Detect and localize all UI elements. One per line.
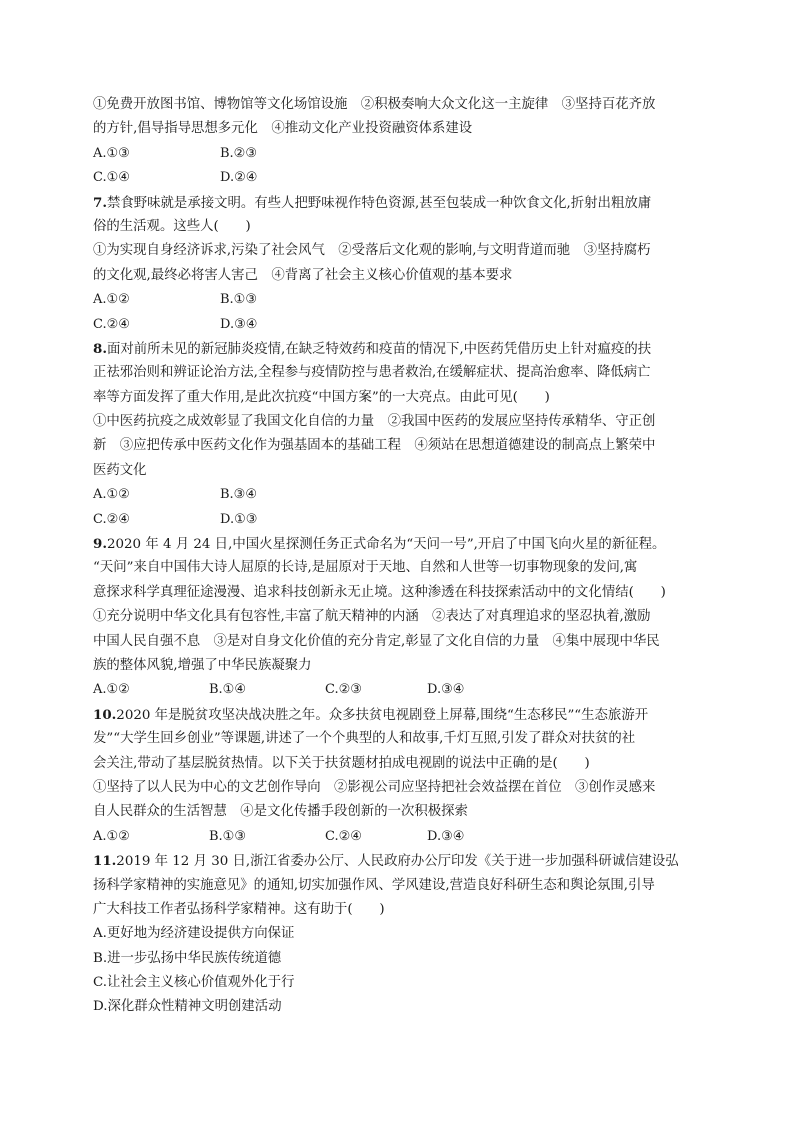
options-row bbox=[93, 678, 703, 702]
option-c: C.②④ bbox=[93, 316, 130, 332]
options-row bbox=[93, 313, 703, 337]
question-line bbox=[93, 191, 703, 215]
exam-page bbox=[93, 93, 703, 1020]
question-text: 2020 年 4 月 24 日,中国火星探测任务正式命名为“天问一号”,开启了中国飞向火星的新征程。 bbox=[106, 537, 666, 553]
question-6 bbox=[93, 93, 703, 191]
question-11 bbox=[93, 849, 703, 1020]
option-a: A.①② bbox=[93, 292, 130, 308]
statement-line: ①充分说明中华文化具有包容性,丰富了航天精神的内涵 ②表达了对真理追求的坚忍执着,激励 bbox=[93, 609, 651, 625]
statement-line: 族的整体风貌,增强了中华民族凝聚力 bbox=[93, 657, 312, 673]
question-text: 2020 年是脱贫攻坚决战决胜之年。众多扶贫电视剧登上屏幕,围绕“生态移民”“生态旅游开 bbox=[116, 707, 649, 723]
question-text: 禁食野味就是承接文明。有些人把野味视作特色资源,甚至包装成一种饮食文化,折射出粗放庸 bbox=[106, 195, 652, 211]
question-line bbox=[93, 337, 703, 361]
option-b: B.②③ bbox=[220, 145, 257, 161]
option-b: B.①③ bbox=[209, 828, 246, 844]
statement-line: 的方针,倡导指导思想多元化 ④推动文化产业投资融资体系建设 bbox=[93, 121, 473, 137]
question-line: 俗的生活观。这些人( ) bbox=[93, 218, 251, 234]
question-line: 发”“大学生回乡创业”等课题,讲述了一个个典型的人和故事,千灯互照,引发了群众对扶贫的社 bbox=[93, 731, 636, 747]
question-line: “天问”来自中国伟大诗人屈原的长诗,是屈原对于天地、自然和人世等一切事物现象的发问,寓 bbox=[93, 560, 638, 576]
option-d: D.③④ bbox=[427, 828, 465, 844]
question-text: 2019 年 12 月 30 日,浙江省委办公厅、人民政府办公厅印发《关于进一步加强科研诚信建设弘 bbox=[116, 854, 679, 870]
statement-line: ①中医药抗疫之成效彰显了我国文化自信的力量 ②我国中医药的发展应坚持传承精华、守正创 bbox=[93, 414, 656, 430]
option-c: C.②④ bbox=[93, 511, 130, 527]
option-d: D.①③ bbox=[220, 511, 258, 527]
statement-line: 新 ③应把传承中医药文化作为强基固本的基础工程 ④须站在思想道德建设的制高点上繁荣中 bbox=[93, 438, 656, 454]
option-d: D.②④ bbox=[220, 170, 258, 186]
question-8 bbox=[93, 337, 703, 532]
question-line: 扬科学家精神的实施意见》的通知,切实加强作风、学风建设,营造良好科研生态和舆论氛围,引导 bbox=[93, 877, 655, 893]
question-number: 8. bbox=[93, 340, 107, 357]
option-d: D.③④ bbox=[220, 316, 258, 332]
question-number: 7. bbox=[93, 194, 107, 211]
question-10 bbox=[93, 703, 703, 849]
statement-line: ①为实现自身经济诉求,污染了社会风气 ②受落后文化观的影响,与文明背道而驰 ③坚持腐朽 bbox=[93, 243, 651, 259]
options-row bbox=[93, 483, 703, 507]
question-line bbox=[93, 532, 703, 556]
option-a: A.更好地为经济建设提供方向保证 bbox=[93, 926, 295, 942]
option-c: C.②③ bbox=[325, 682, 362, 698]
question-line bbox=[93, 849, 703, 873]
question-number: 11. bbox=[93, 853, 117, 870]
question-line: 率等方面发挥了重大作用,是此次抗疫“中国方案”的一大亮点。由此可见( ) bbox=[93, 389, 550, 405]
options-row bbox=[93, 142, 703, 166]
option-a: A.①② bbox=[93, 828, 130, 844]
question-line: 正祛邪治则和辨证论治方法,全程参与疫情防控与患者救治,在缓解症状、提高治愈率、降低病亡 bbox=[93, 365, 651, 381]
option-a: A.①② bbox=[93, 682, 130, 698]
statement-line: 自人民群众的生活智慧 ④是文化传播手段创新的一次积极探索 bbox=[93, 804, 468, 820]
options-row bbox=[93, 825, 703, 849]
option-b: B.③④ bbox=[220, 487, 257, 503]
option-c: C.②④ bbox=[325, 828, 362, 844]
option-d: D.深化群众性精神文明创建活动 bbox=[93, 999, 282, 1015]
options-row bbox=[93, 288, 703, 312]
option-b: B.进一步弘扬中华民族传统道德 bbox=[93, 950, 282, 966]
question-line: 意探求科学真理征途漫漫、追求科技创新永无止境。这种渗透在科技探索活动中的文化情结( ) bbox=[93, 584, 666, 600]
option-a: A.①③ bbox=[93, 145, 130, 161]
statement-line: 的文化观,最终必将害人害己 ④背离了社会主义核心价值观的基本要求 bbox=[93, 267, 513, 283]
options-row bbox=[93, 166, 703, 190]
option-d: D.③④ bbox=[427, 682, 465, 698]
option-b: B.①④ bbox=[209, 682, 246, 698]
option-c: C.①④ bbox=[93, 170, 130, 186]
question-line bbox=[93, 703, 703, 727]
statement-line: ①坚持了以人民为中心的文艺创作导向 ②影视公司应坚持把社会效益摆在首位 ③创作灵感来 bbox=[93, 779, 656, 795]
options-row bbox=[93, 508, 703, 532]
question-9 bbox=[93, 532, 703, 703]
statement-line: 中国人民自强不息 ③是对自身文化价值的充分肯定,彰显了文化自信的力量 ④集中展现中华民 bbox=[93, 633, 660, 649]
option-c: C.让社会主义核心价值观外化于行 bbox=[93, 975, 295, 991]
question-line: 会关注,带动了基层脱贫热情。以下关于扶贫题材拍成电视剧的说法中正确的是( ) bbox=[93, 755, 590, 771]
question-number: 9. bbox=[93, 536, 107, 553]
question-number: 10. bbox=[93, 706, 117, 723]
statement-line: 医药文化 bbox=[93, 462, 147, 478]
statement-line: ①免费开放图书馆、博物馆等文化场馆设施 ②积极奏响大众文化这一主旋律 ③坚持百花齐放 bbox=[93, 97, 656, 112]
option-a: A.①② bbox=[93, 487, 130, 503]
question-line: 广大科技工作者弘扬科学家精神。这有助于( ) bbox=[93, 901, 385, 917]
option-b: B.①③ bbox=[220, 292, 257, 308]
question-text: 面对前所未见的新冠肺炎疫情,在缺乏特效药和疫苗的情况下,中医药凭借历史上针对瘟疫的扶 bbox=[106, 341, 652, 357]
question-7 bbox=[93, 191, 703, 337]
